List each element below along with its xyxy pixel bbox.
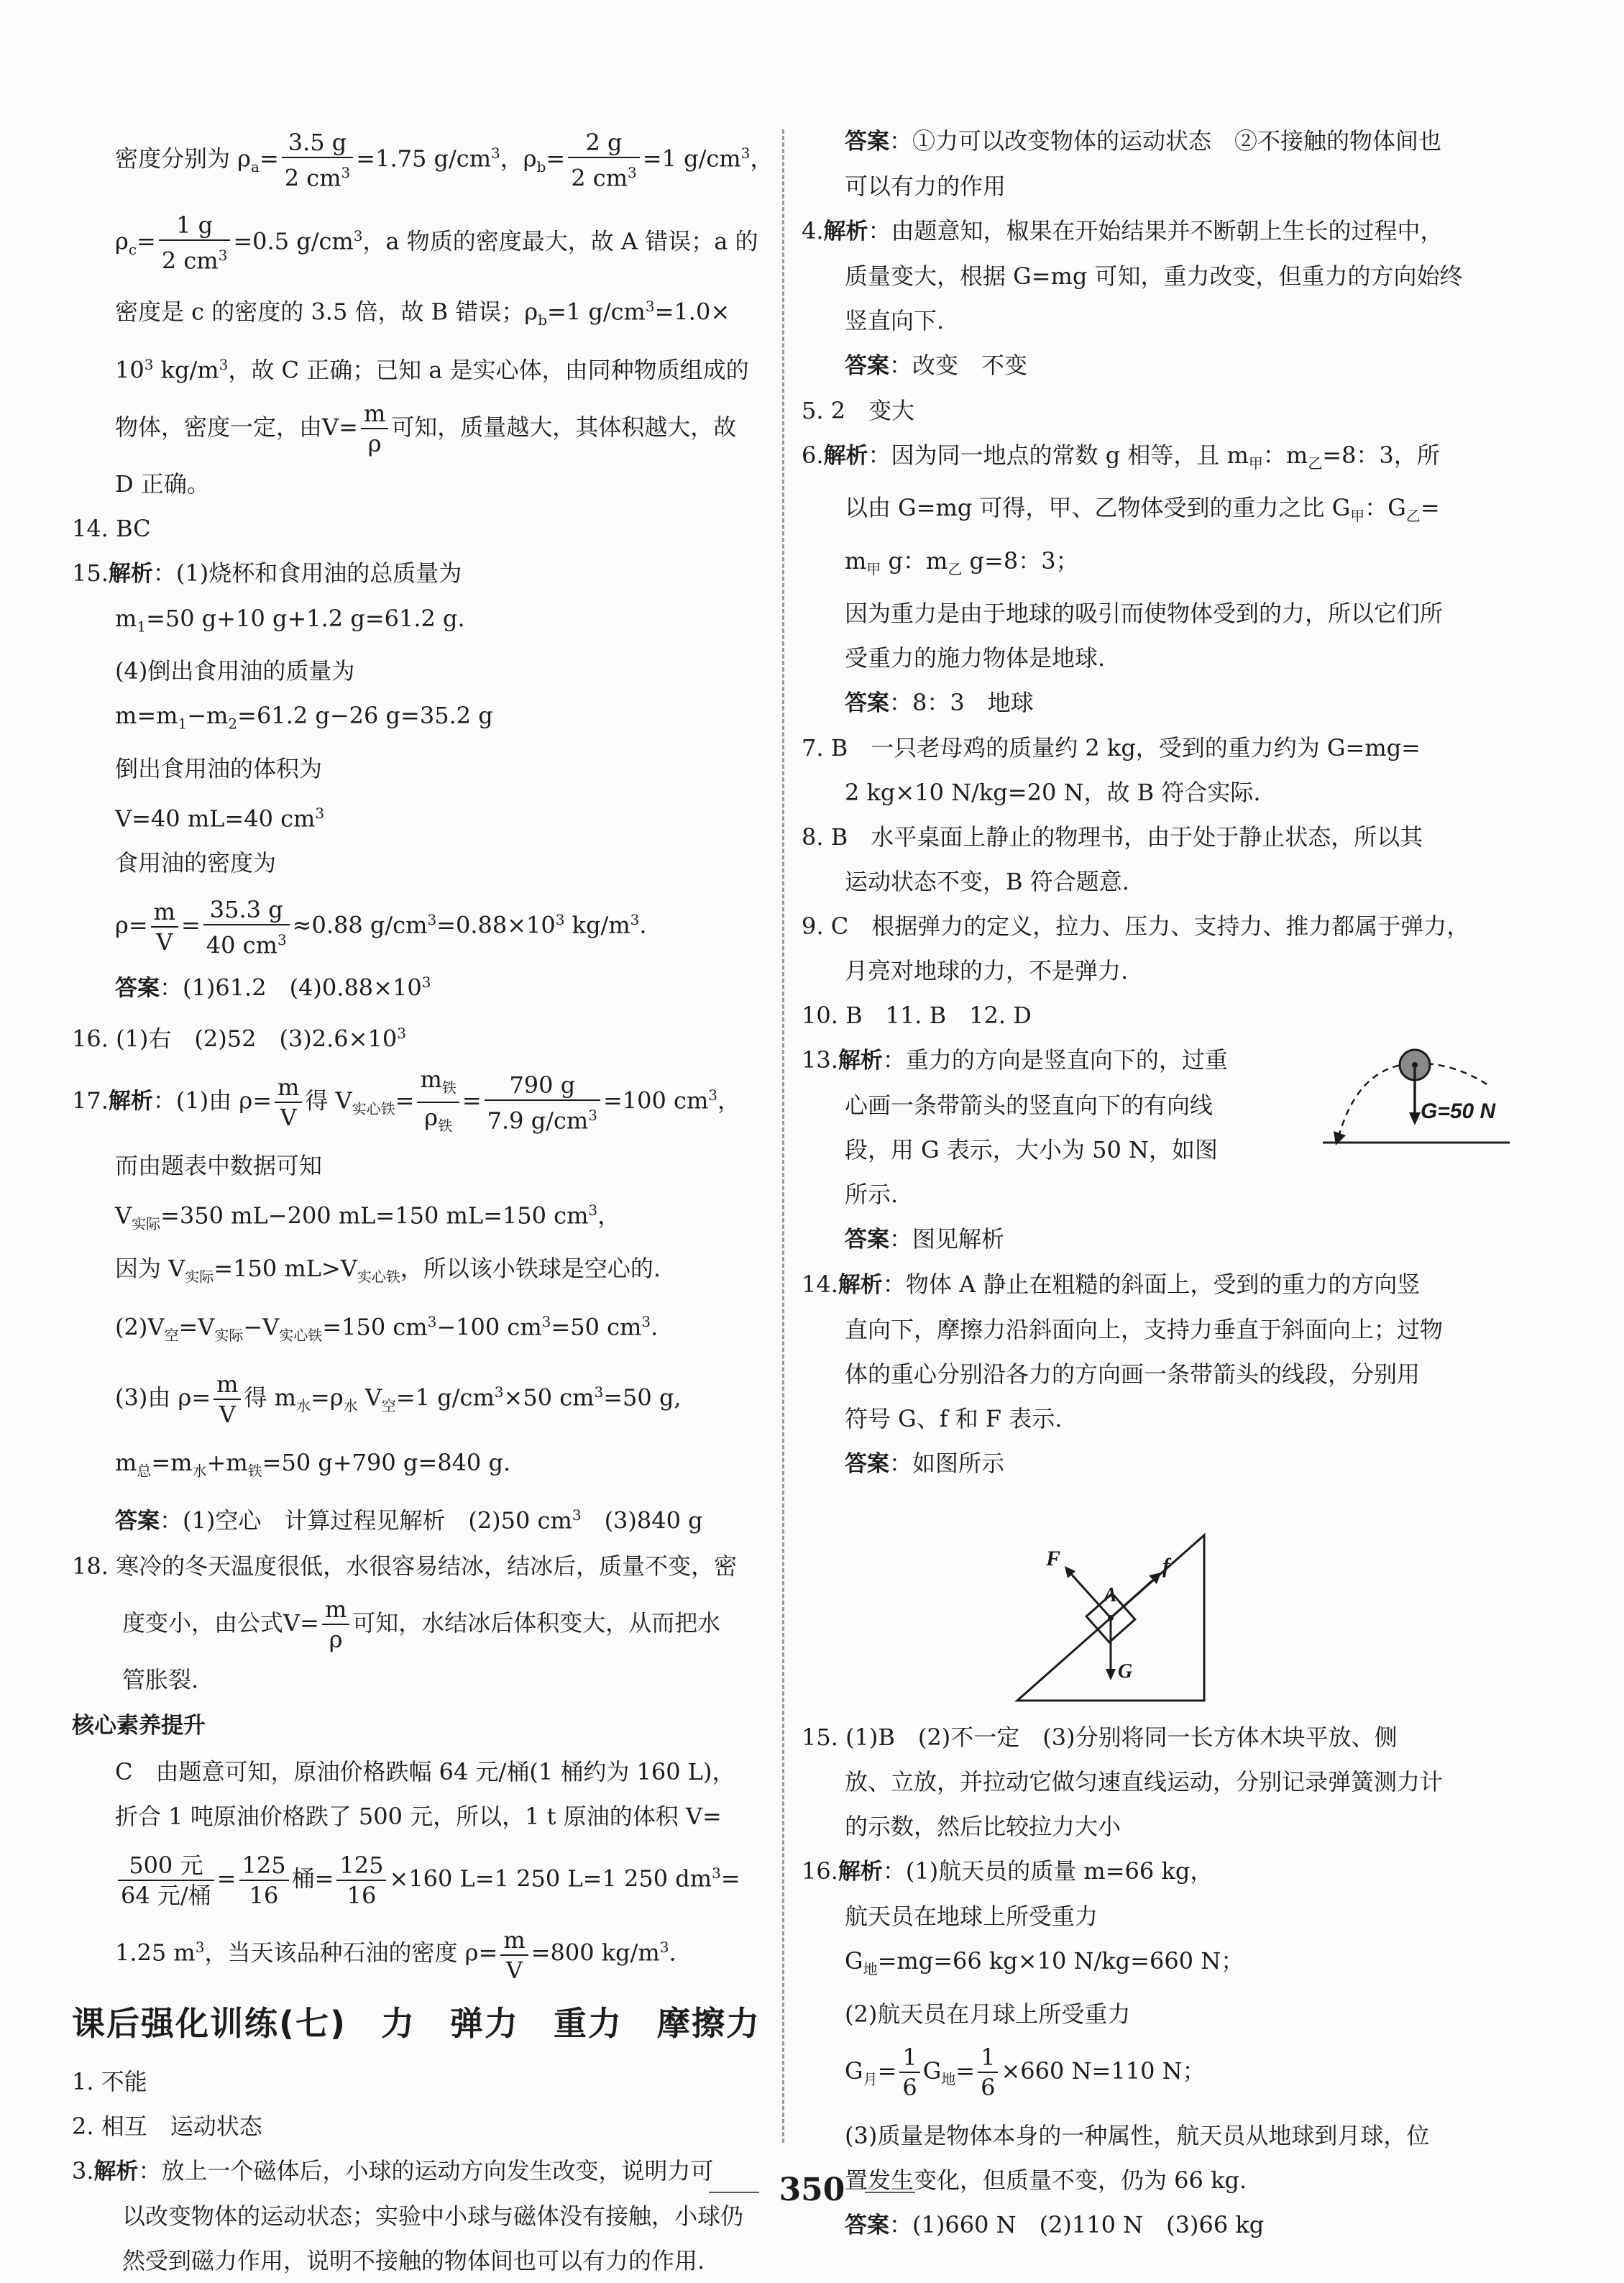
s4-line-2: 质量变大，根据 G=mg 可知，重力改变，但重力的方向始终: [845, 262, 1463, 290]
q17-line-6: (3)由 ρ= $\frac{m}{V}$ 得 $m_水=\rho_水$ $V_空=1$ $g/cm^3\times 50$ $cm^3=50$ g,: [115, 1370, 682, 1428]
s14-line-2: 直向下，摩擦力沿斜面向上，支持力垂直于斜面向上；过物: [845, 1316, 1444, 1344]
s6-answer: 答案：8：3 地球: [845, 689, 1034, 717]
s1-answer: 1. 不能: [72, 2068, 147, 2096]
s13-block: [802, 1038, 1524, 1217]
q17-line-2: 而由题表中数据可知: [115, 1152, 323, 1180]
q16-answer: 16. (1)右 (2)52 $(3)2.6\times 10^3$: [72, 1024, 406, 1053]
left-column: [72, 119, 776, 2283]
q17-line-3: $V_{实际}=350$ mL−200 mL=150 mL=150 $cm^3$，: [115, 1202, 621, 1233]
s14-line-1: 14.解析：物体 A 静止在粗糙的斜面上，受到的重力的方向竖: [802, 1271, 1421, 1299]
s14-line-4: 符号 G、f 和 F 表示.: [845, 1405, 1063, 1433]
s13-line-3: 段，用 G 表示，大小为 50 N，如图: [845, 1136, 1218, 1164]
s13-line-2: 心画一条带箭头的竖直向下的有向线: [845, 1092, 1214, 1120]
q17-line-1: 17.解析：(1)由 ρ= $\frac{m}{V}$ 得 $V_{实心铁}=$ $\frac{m_铁}{\rho_铁}$ = $\frac{790 g}{7.9 g/cm^3}$ =100 $cm^3$，: [72, 1065, 741, 1135]
s8-line-2: 运动状态不变，B 符合题意.: [845, 868, 1129, 896]
s16-line-6: (3)质量是物体本身的一种属性，航天员从地球到月球，位: [845, 2121, 1430, 2149]
q15-line-8: ρ= $\frac{m}{V}$ = $\frac{35.3 g}{40 cm^3}$ ≈0.88 $g/cm^3=0.88\times 10^3$ $kg/m^3$.: [115, 895, 647, 959]
gravity-arrowhead: [1409, 1112, 1421, 1125]
core-line-1: C 由题意可知，原油价格跌幅 64 元/桶(1 桶约为 160 L)，: [115, 1757, 735, 1785]
s16-line-1: 16.解析：(1)航天员的质量 m=66 kg，: [802, 1857, 1214, 1885]
core-line-4: 1.25 $m^3$，当天该品种石油的密度 ρ= $\frac{m}{V}$ =800 $kg/m^3$.: [115, 1926, 676, 1984]
s4-answer: 答案：改变 不变: [845, 352, 1028, 379]
s3-line-3: 然受到磁力作用，说明不接触的物体间也可以有力的作用.: [122, 2247, 705, 2275]
s10-12-answers: 10. B 11. B 12. D: [802, 1002, 1032, 1030]
label-G: G: [1118, 1660, 1133, 1683]
s3-answer-line-2: 可以有力的作用: [845, 173, 1006, 200]
q17-line-5: $(2)V_空=V_{实际}-V_{实心铁}=150$ $cm^3-100$ $cm^3=50$ $cm^3$.: [115, 1312, 659, 1344]
s16-line-5: $G_月=$ $\frac{1}{6}$ $G_地=$ $\frac{1}{6}$ ×660 N=110 N；: [845, 2044, 1206, 2102]
page-number: 350: [0, 2172, 1624, 2208]
q15-answer: 答案：(1)61.2 $(4)0.88\times 10^3$: [115, 973, 431, 1002]
s9-line-2: 月亮对地球的力，不是弹力.: [845, 957, 1129, 985]
q13-line-3: 密度是 c 的密度的 3.5 倍，故 B 错误；$\rho_b=1$ $g/cm^3=1.0\times$: [115, 298, 730, 329]
s15-line-2: 放、立放，并拉动它做匀速直线运动，分别记录弹簧测力计: [845, 1768, 1444, 1796]
q14-answer: 14. BC: [72, 514, 151, 542]
q17-answer: 答案：(1)空心 计算过程见解析 (2)50 $cm^3$ (3)840 g: [115, 1506, 703, 1534]
core-line-3: $\frac{\text{500 元}}{\text{64 元/桶}}$ = $\frac{125}{16}$ 桶= $\frac{125}{16}$ ×160 L=1 250 L=1 250 $dm^3=$: [72, 1839, 776, 1913]
s6-line-4: 因为重力是由于地球的吸引而使物体受到的力，所以它们所: [845, 600, 1444, 628]
s6-line-5: 受重力的施力物体是地球.: [845, 644, 1106, 672]
q15-line-2: $m_1=50$ g+10 g+1.2 g=61.2 g.: [115, 604, 465, 636]
incline-force-figure: [1003, 1492, 1233, 1708]
s13-answer: 答案：图见解析: [845, 1225, 1005, 1253]
s3-line-1: 3.解析：放上一个磁体后，小球的运动方向发生改变，说明力可: [72, 2157, 714, 2185]
s5-answer: 5. 2 变大: [802, 397, 915, 424]
right-column: [802, 119, 1524, 2248]
q13-line-5: 物体，密度一定，由V= $\frac{m}{\rho}$ 可知，质量越大，其体积越大，故: [115, 400, 737, 458]
s6-line-1: 6.解析：因为同一地点的常数 g 相等，且 $m_甲$：$m_乙=8$：3，所: [802, 441, 1440, 472]
column-divider: [782, 129, 784, 2143]
s16-line-3: $G_地=mg=66$ kg×10 N/kg=660 N；: [845, 1947, 1244, 1978]
s2-answer: 2. 相互 运动状态: [72, 2113, 262, 2141]
core-line-2: 折合 1 吨原油价格跌了 500 元，所以，1 t 原油的体积 V=: [115, 1802, 722, 1830]
label-f: f: [1162, 1554, 1170, 1578]
s8-line-1: 8. B 水平桌面上静止的物理书，由于处于静止状态，所以其: [802, 823, 1423, 851]
label-F: F: [1046, 1547, 1061, 1571]
q18-line-1: 18. 寒冷的冬天温度很低，水很容易结冰，结冰后，质量不变，密: [72, 1552, 738, 1580]
q18-line-3: 管胀裂.: [122, 1665, 199, 1693]
q18-line-2: 度变小，由公式V= $\frac{m}{\rho}$ 可知，水结冰后体积变大，从而把水: [122, 1596, 721, 1654]
q15-line-5: 倒出食用油的体积为: [115, 754, 323, 782]
s14-answer: 答案：如图所示: [845, 1450, 1005, 1478]
s16-line-7: 置发生变化，但质量不变，仍为 66 kg.: [845, 2166, 1247, 2194]
s14-line-3: 体的重心分别沿各力的方向画一条带箭头的线段，分别用: [845, 1360, 1421, 1388]
q17-line-7: $m_总=m_水+m_铁=50$ g+790 g=840 g.: [115, 1448, 511, 1480]
q17-line-4: 因为 $V_{实际}=150$ $mL>V_{实心铁}$，所以该小铁球是空心的.: [115, 1255, 661, 1286]
q15-line-3: (4)倒出食用油的质量为: [115, 657, 355, 685]
s6-line-3: $m_甲$ g：$m_乙$ g=8：3；: [845, 546, 1079, 578]
q15-line-6: V=40 mL=40 $cm^3$: [115, 804, 325, 833]
s7-line-1: 7. B 一只老母鸡的质量约 2 kg，受到的重力约为 G=mg=: [802, 734, 1421, 762]
s13-line-1: 13.解析：重力的方向是竖直向下的，过重: [802, 1046, 1228, 1074]
core-literacy-title: 核心素养提升: [72, 1712, 206, 1739]
s3-answer-line-1: 答案：①力可以改变物体的运动状态 ②不接触的物体间也: [845, 127, 1442, 155]
q13-line-6: D 正确。: [115, 470, 210, 498]
gravity-label: G=50 N: [1421, 1099, 1496, 1124]
s13-line-4: 所示.: [845, 1181, 899, 1209]
s16-answer: 答案：(1)660 N (2)110 N (3)66 kg: [845, 2210, 1265, 2238]
q15-line-7: 食用油的密度为: [115, 849, 277, 877]
s16-line-2: 航天员在地球上所受重力: [845, 1903, 1098, 1931]
s6-line-2: 以由 G=mg 可得，甲、乙物体受到的重力之比 $G_甲$：$G_乙=$: [845, 494, 1440, 525]
section-title: 课后强化训练(七) 力 弹力 重力 摩擦力: [72, 2004, 761, 2044]
s4-line-3: 竖直向下.: [845, 307, 945, 334]
s16-line-4: (2)航天员在月球上所受重力: [845, 2000, 1131, 2028]
s9-line-1: 9. C 根据弹力的定义，拉力、压力、支持力、推力都属于弹力，: [802, 912, 1470, 941]
gravity-arrowhead: [1106, 1669, 1116, 1680]
q13-line-2: $\rho_c=$ $\frac{1 g}{2 cm^3}$ =0.5 $g/cm^3$，a 物质的密度最大，故 A 错误；a 的: [115, 211, 758, 275]
s15-line-1: 15. (1)B (2)不一定 (3)分别将同一长方体木块平放、侧: [802, 1724, 1398, 1752]
q13-line-1: 密度分别为 $\rho_a=$ $\frac{3.5 g}{2 cm^3}$ =1.75 $g/cm^3$，$\rho_b=$ $\frac{2 g}{2 cm^3}$ =1 $g/cm^3$，: [115, 129, 774, 192]
gravity-figure: [1308, 1043, 1517, 1151]
s7-line-2: 2 kg×10 N/kg=20 N，故 B 符合实际.: [845, 779, 1261, 807]
q15-line-4: $m=m_1-m_2=61.2$ g−26 g=35.2 g: [115, 702, 493, 733]
label-A: A: [1104, 1584, 1117, 1607]
s3-line-2: 以改变物体的运动状态；实验中小球与磁体没有接触，小球仍: [122, 2202, 744, 2231]
q15-line-1: 15.解析：(1)烧杯和食用油的总质量为: [72, 559, 462, 587]
s15-line-3: 的示数，然后比较拉力大小: [845, 1813, 1121, 1841]
q13-line-4: $10^3$ $kg/m^3$，故 C 正确；已知 a 是实心体，由同种物质组成的: [115, 356, 749, 384]
s4-line-1: 4.解析：由题意知，椒果在开始结果并不断朝上生长的过程中，: [802, 217, 1444, 244]
